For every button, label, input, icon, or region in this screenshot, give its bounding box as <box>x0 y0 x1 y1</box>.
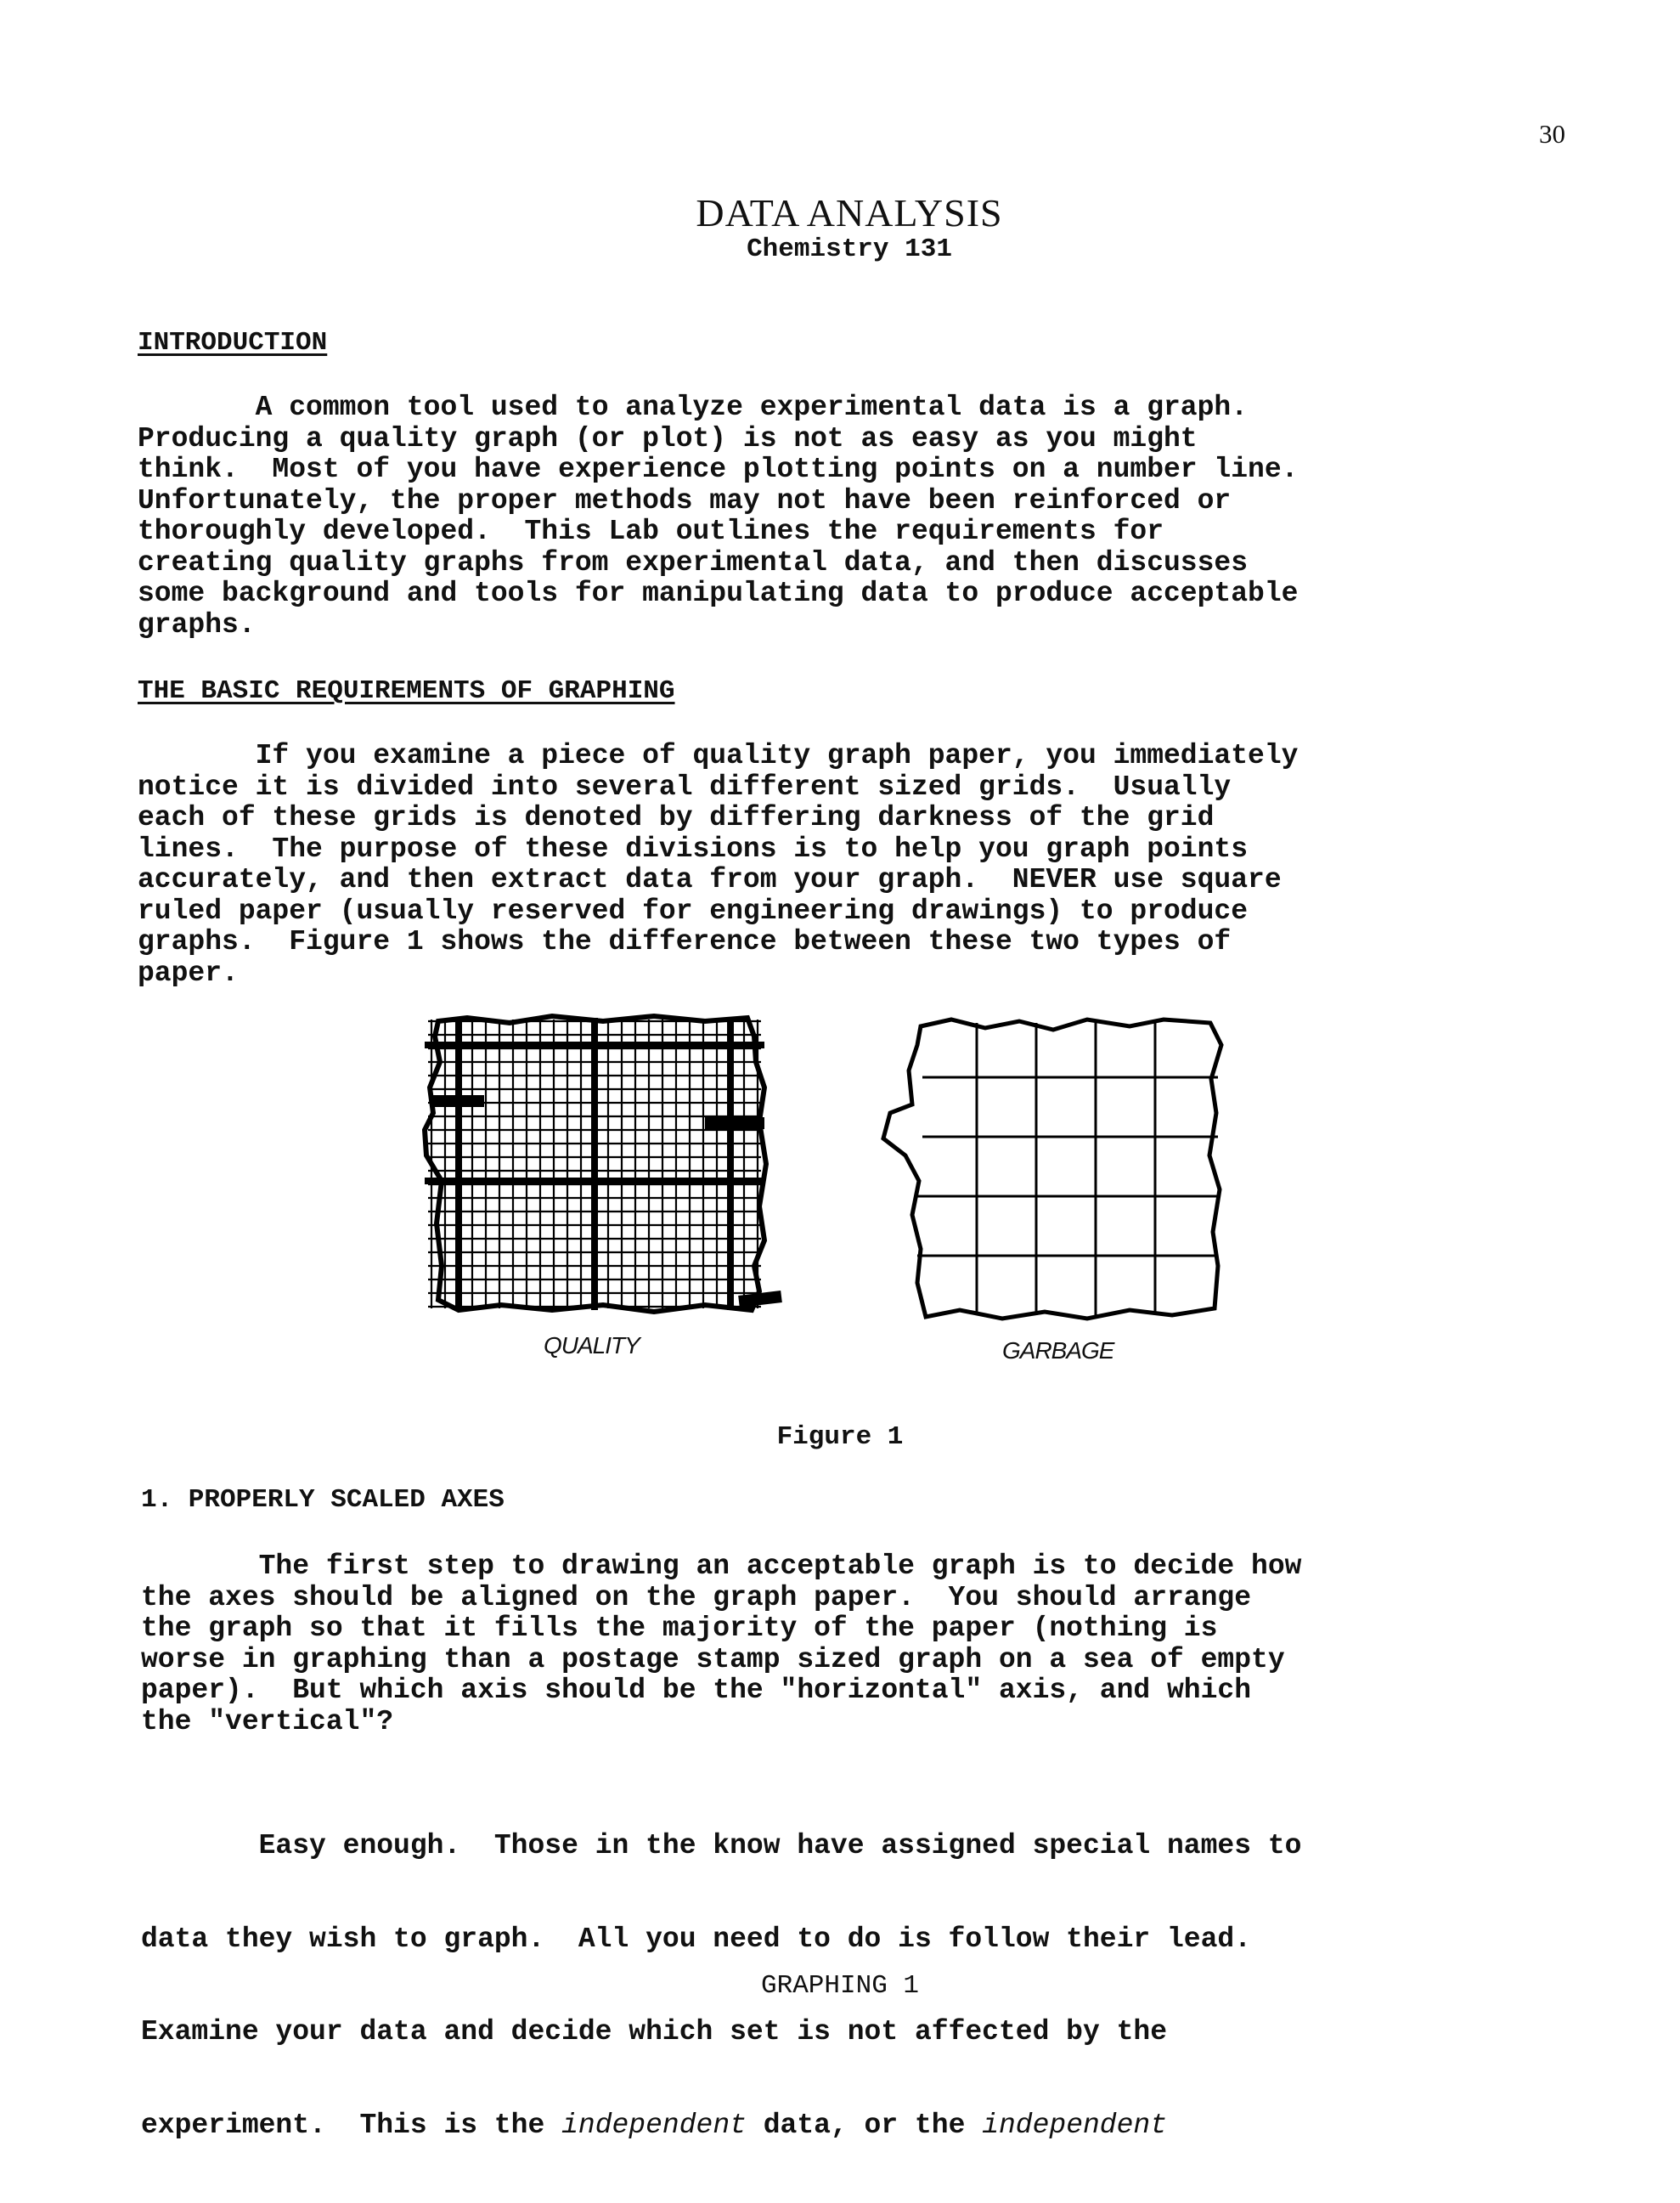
line-prefix: experiment. This is the <box>141 2109 562 2141</box>
line-middle: data, or the <box>746 2109 983 2141</box>
emphasis-independent-2: independent <box>982 2109 1168 2141</box>
garbage-label: GARBAGE <box>1002 1337 1114 1364</box>
paragraph-line: data they wish to graph. All you need to do is follow their lead. <box>141 1923 1252 1955</box>
page-footer: GRAPHING 1 <box>760 1971 920 2001</box>
basic-requirements-heading: THE BASIC REQUIREMENTS OF GRAPHING <box>138 676 675 706</box>
paragraph-line: Examine your data and decide which set is not affected by the <box>141 2016 1167 2048</box>
paragraph-line: Easy enough. Those in the know have assigned special names to <box>141 1830 1302 1861</box>
basic-requirements-paragraph: If you examine a piece of quality graph paper, you immediately notice it is divided into several different sized grids. Usually each of these grids is denoted by differing darkness of the grid lines. The purpose of these divisions is to help you graph points accurately, and then extract data from your graph. NEVER use square ruled paper (usually reserved for engineering drawings) to produce graphs. Figure 1 shows the difference between these two types of paper. <box>138 740 1299 989</box>
figure-caption: Figure 1 <box>776 1422 904 1452</box>
introduction-paragraph: A common tool used to analyze experimental data is a graph. Producing a quality graph (or plot) is not as easy as you might think. Most of you have experience plotting points on a number line. Unfortunately, the proper methods may not have been reinforced or thoroughly developed. This Lab outlines the requirements for creating quality graphs from experimental data, and then discusses some background and tools for manipulating data to produce acceptable graphs. <box>138 392 1299 641</box>
document-subtitle: Chemistry 131 <box>747 234 952 264</box>
section-1-paragraph-1: The first step to drawing an acceptable graph is to decide how the axes should be aligned on the graph paper. You should arrange the graph so that it fills the majority of the paper (nothing is worse in graphing than a postage stamp sized graph on a sea of empty paper). But which axis should be the "horizontal" axis, and which the "vertical"? <box>141 1551 1302 1737</box>
garbage-square-paper-figure <box>875 1011 1232 1325</box>
document-title: DATA ANALYSIS <box>696 191 1003 234</box>
quality-graph-paper-figure <box>416 1011 790 1317</box>
paragraph-line-last <box>141 2110 1551 2142</box>
introduction-heading: INTRODUCTION <box>138 328 328 358</box>
page-number: 30 <box>1539 119 1565 149</box>
section-1-heading: 1. PROPERLY SCALED AXES <box>141 1485 505 1515</box>
quality-label: QUALITY <box>544 1332 640 1359</box>
emphasis-independent: independent <box>561 2109 747 2141</box>
